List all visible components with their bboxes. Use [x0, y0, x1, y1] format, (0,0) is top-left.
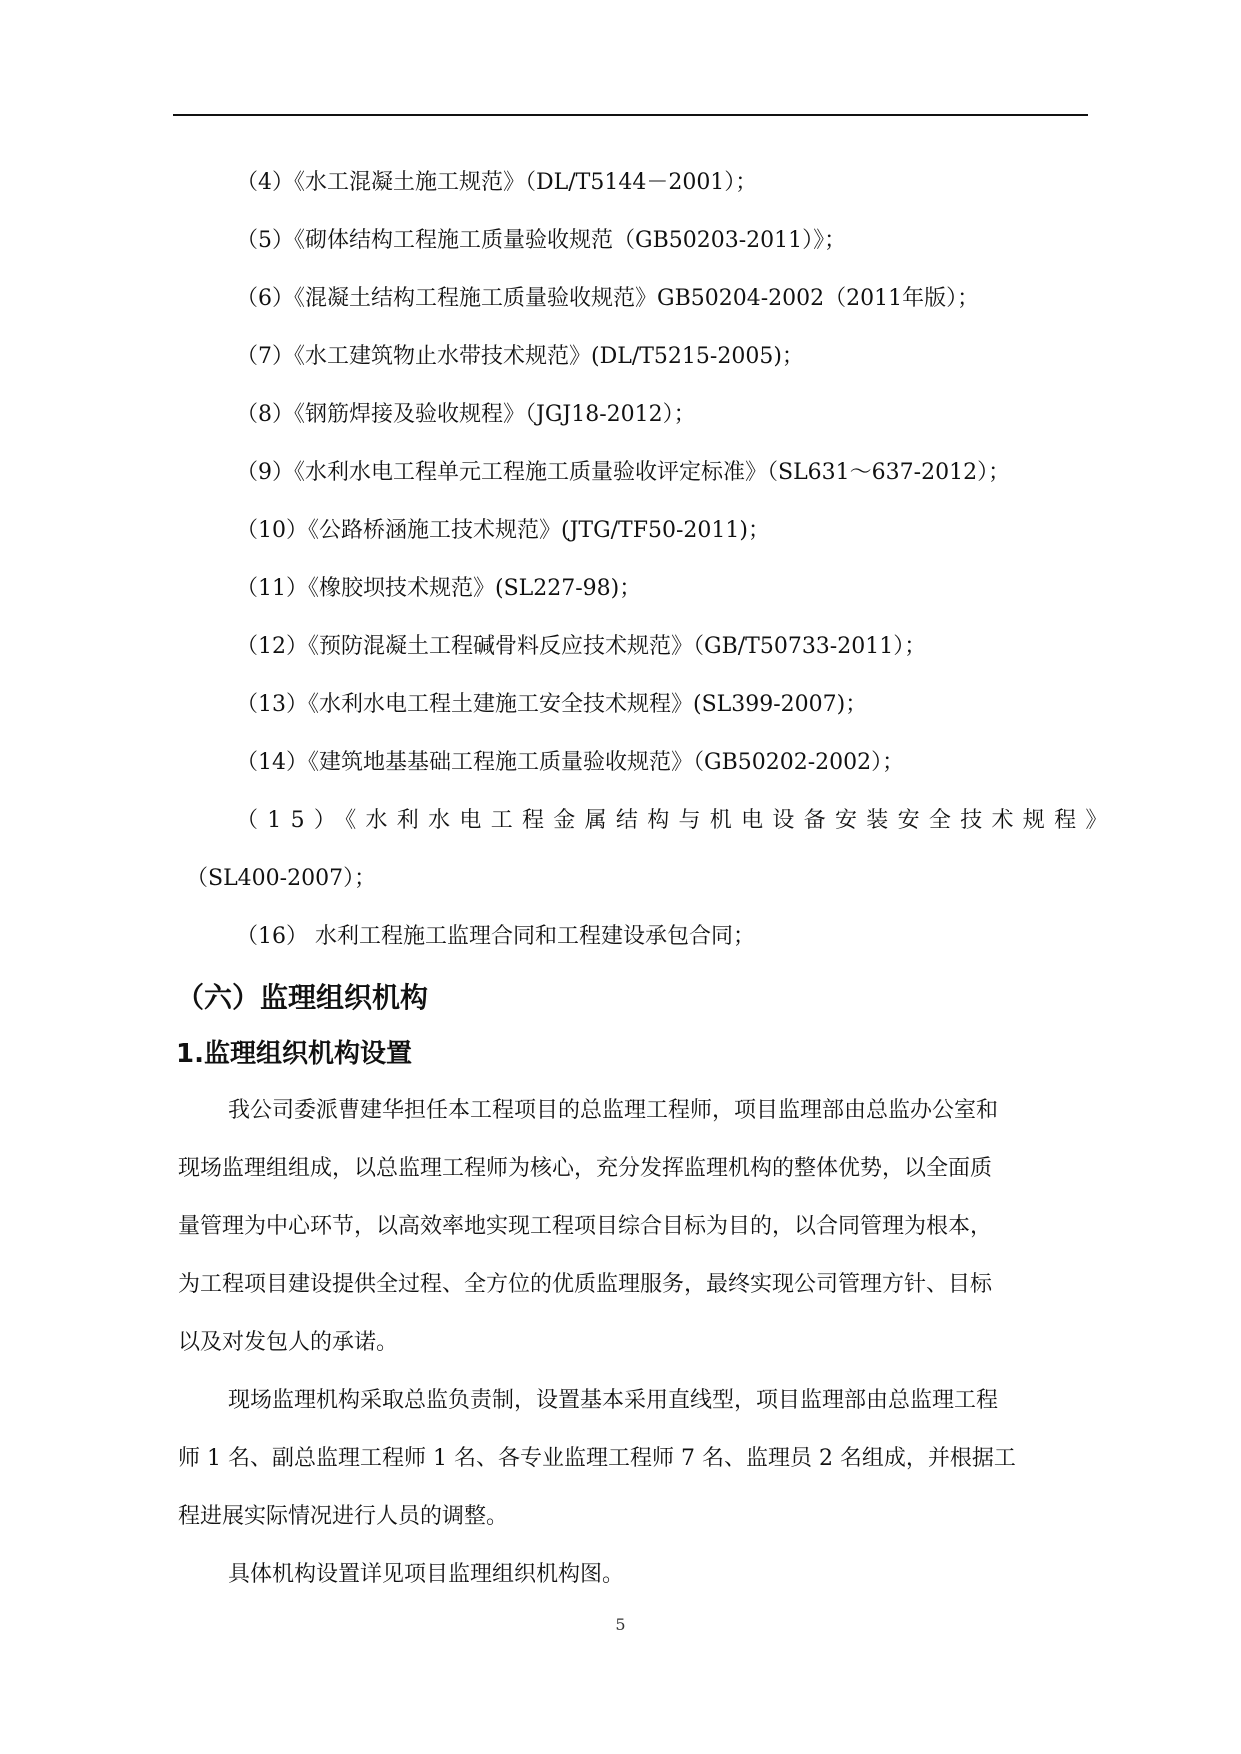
reference-item-11: （11）《橡胶坝技术规范》(SL227-98)；	[236, 576, 642, 601]
reference-item-14: （14）《建筑地基基础工程施工质量验收规范》（GB50202-2002）；	[236, 750, 905, 775]
reference-item-9: （9）《水利水电工程单元工程施工质量验收评定标准》（SL631～637-2012）；	[236, 460, 1011, 485]
reference-item-13: （13）《水利水电工程土建施工安全技术规程》(SL399-2007)；	[236, 692, 868, 717]
reference-item-7: （7）《水工建筑物止水带技术规范》(DL/T5215-2005)；	[236, 344, 804, 369]
section-heading: （六）监理组织机构	[176, 981, 429, 1014]
paragraph-line: 我公司委派曹建华担任本工程项目的总监理工程师，项目监理部由总监办公室和	[228, 1098, 999, 1123]
paragraph-line: 具体机构设置详见项目监理组织机构图。	[228, 1562, 625, 1587]
reference-item-8: （8）《钢筋焊接及验收规程》（JGJ18-2012）；	[236, 402, 696, 427]
paragraph-line: 师 1 名、副总监理工程师 1 名、各专业监理工程师 7 名、监理员 2 名组成，并根据工	[178, 1446, 1016, 1471]
paragraph-line: 以及对发包人的承诺。	[178, 1330, 399, 1355]
reference-item-12: （12）《预防混凝土工程碱骨料反应技术规范》（GB/T50733-2011）；	[236, 634, 927, 659]
reference-item-15-line2: （SL400-2007）；	[186, 866, 377, 891]
reference-item-6: （6）《混凝土结构工程施工质量验收规范》GB50204-2002（2011年版）；	[236, 286, 980, 311]
reference-item-15-line1: （15）《水利水电工程金属结构与机电设备安装安全技术规程》	[236, 808, 1117, 833]
header-rule	[173, 114, 1088, 116]
paragraph-line: 量管理为中心环节，以高效率地实现工程项目综合目标为目的，以合同管理为根本，	[178, 1214, 993, 1239]
paragraph-line: 程进展实际情况进行人员的调整。	[178, 1504, 509, 1529]
paragraph-line: 现场监理组组成，以总监理工程师为核心，充分发挥监理机构的整体优势，以全面质	[178, 1156, 993, 1181]
page-number: 5	[615, 1615, 626, 1634]
paragraph-line: 为工程项目建设提供全过程、全方位的优质监理服务，最终实现公司管理方针、目标	[178, 1272, 993, 1297]
reference-item-10: （10）《公路桥涵施工技术规范》(JTG/TF50-2011)；	[236, 518, 770, 543]
reference-item-5: （5）《砌体结构工程施工质量验收规范（GB50203-2011）》；	[236, 228, 847, 253]
reference-item-4: （4）《水工混凝土施工规范》（DL/T5144－2001）；	[236, 170, 758, 195]
subsection-heading: 1.监理组织机构设置	[176, 1039, 412, 1069]
paragraph-line: 现场监理机构采取总监负责制，设置基本采用直线型，项目监理部由总监理工程	[228, 1388, 999, 1413]
reference-item-16: （16） 水利工程施工监理合同和工程建设承包合同；	[236, 924, 755, 949]
